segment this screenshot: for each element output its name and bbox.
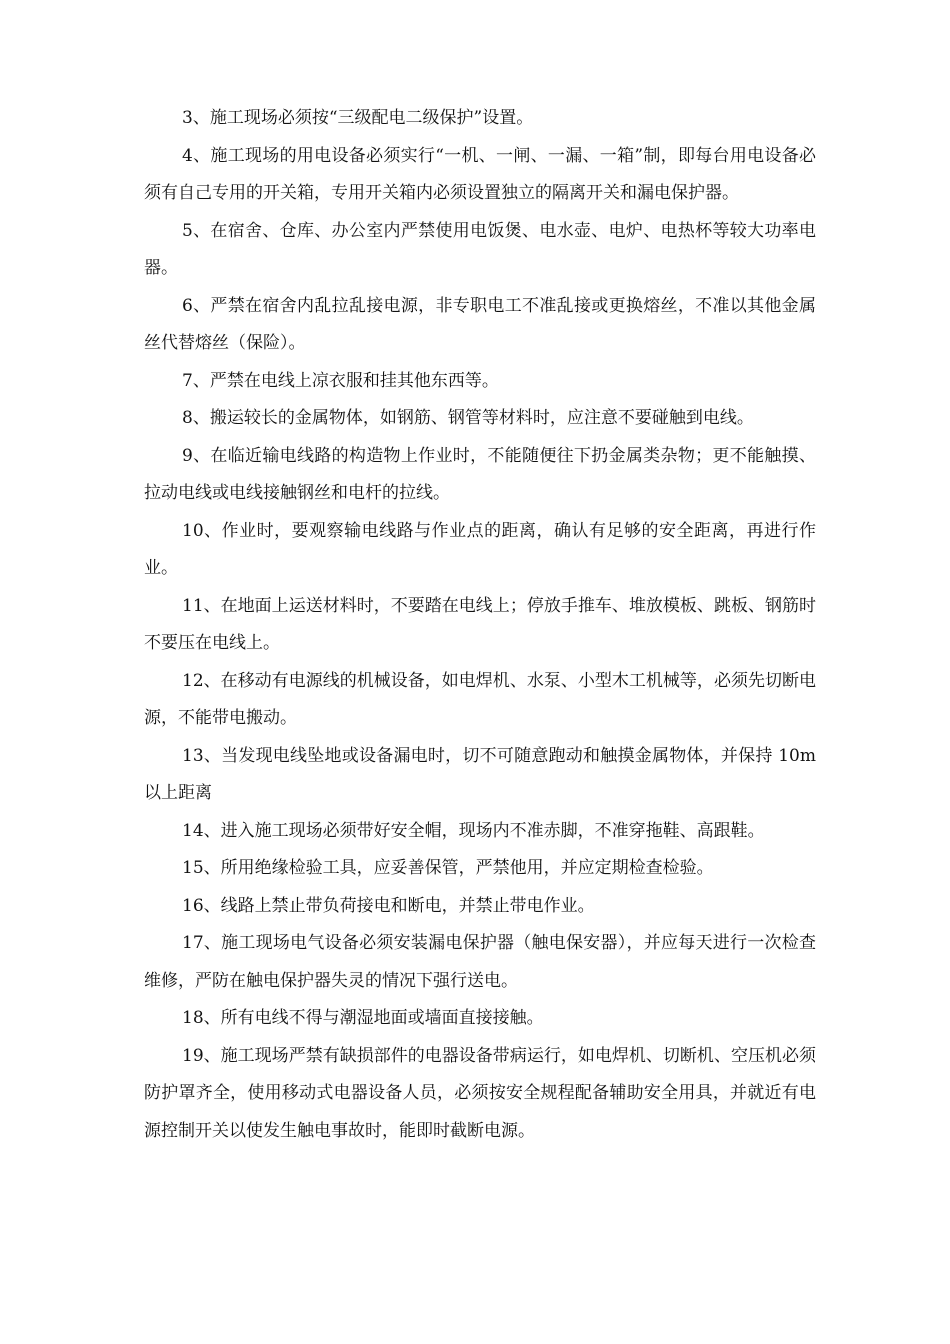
paragraph-item-18: 18、所有电线不得与潮湿地面或墙面直接接触。: [182, 1008, 544, 1028]
paragraph-item-13: 13、当发现电线坠地或设备漏电时，切不可随意跑动和触摸金属物体，并保持 10m 以上距离: [144, 745, 816, 803]
document-body: [144, 100, 816, 1150]
paragraph-item-12: 12、在移动有电源线的机械设备，如电焊机、水泵、小型木工机械等，必须先切断电源，不能带电搬动。: [144, 670, 816, 728]
paragraph-item-7: 7、严禁在电线上凉衣服和挂其他东西等。: [182, 370, 499, 391]
paragraph-item-16: 16、线路上禁止带负荷接电和断电，并禁止带电作业。: [182, 895, 595, 916]
paragraph-item-10: 10、作业时，要观察输电线路与作业点的距离，确认有足够的安全距离，再进行作业。: [144, 520, 816, 578]
paragraph-item-11: 11、在地面上运送材料时，不要踏在电线上；停放手推车、堆放模板、跳板、钢筋时不要压在电线上。: [144, 595, 816, 653]
paragraph-item-17: 17、施工现场电气设备必须安装漏电保护器（触电保安器），并应每天进行一次检查维修，严防在触电保护器失灵的情况下强行送电。: [144, 933, 816, 991]
paragraph-item-3: 3、施工现场必须按“三级配电二级保护”设置。: [182, 108, 534, 128]
paragraph-item-5: 5、在宿舍、仓库、办公室内严禁使用电饭煲、电水壶、电炉、电热杯等较大功率电器。: [144, 220, 816, 278]
paragraph-item-8: 8、搬运较长的金属物体，如钢筋、钢管等材料时，应注意不要碰触到电线。: [182, 408, 754, 428]
paragraph-item-6: 6、严禁在宿舍内乱拉乱接电源，非专职电工不准乱接或更换熔丝，不准以其他金属丝代替熔丝（保险）。: [144, 295, 816, 353]
paragraph-item-15: 15、所用绝缘检验工具，应妥善保管，严禁他用，并应定期检查检验。: [182, 858, 714, 878]
paragraph-item-9: 9、在临近输电线路的构造物上作业时，不能随便往下扔金属类杂物；更不能触摸、拉动电线或电线接触钢丝和电杆的拉线。: [144, 445, 816, 503]
paragraph-item-14: 14、进入施工现场必须带好安全帽，现场内不准赤脚，不准穿拖鞋、高跟鞋。: [182, 820, 765, 841]
paragraph-item-19: 19、施工现场严禁有缺损部件的电器设备带病运行，如电焊机、切断机、空压机必须防护罩齐全，使用移动式电器设备人员，必须按安全规程配备辅助安全用具，并就近有电源控制开关以使发生触电事故时，能即时截断电源。: [144, 1045, 816, 1141]
paragraph-item-4: 4、施工现场的用电设备必须实行“一机、一闸、一漏、一箱”制，即每台用电设备必须有自己专用的开关箱，专用开关箱内必须设置独立的隔离开关和漏电保护器。: [144, 145, 816, 203]
